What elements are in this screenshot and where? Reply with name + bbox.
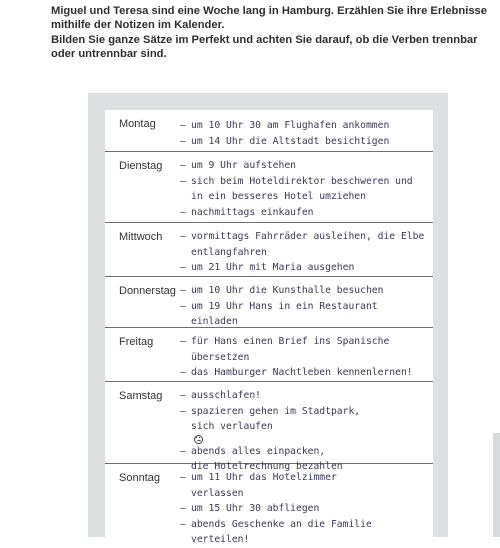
note-item [180, 205, 432, 221]
dash-marker: – [180, 336, 186, 347]
dash-marker: – [180, 518, 186, 530]
day-notes [180, 470, 432, 548]
note-item [180, 517, 432, 548]
note-text: verteilen! [191, 534, 250, 546]
dash-marker: – [180, 160, 186, 171]
note-text: um 10 Uhr die Kunsthalle besuchen [191, 285, 384, 296]
note-text: um 14 Uhr die Altstadt besichtigen [191, 135, 390, 147]
note-text: um 21 Uhr mit Maria ausgehen [191, 262, 355, 274]
exercise-instructions [51, 5, 491, 61]
note-item [180, 229, 432, 260]
day-notes [180, 158, 432, 220]
instruction-line: oder untrennbar sind. [51, 47, 167, 60]
calendar-row-sonntag [105, 464, 433, 546]
note-text: vormittags Fahrräder ausleihen, die Elbe [191, 231, 425, 242]
day-notes [180, 118, 432, 149]
calendar-row-montag [105, 110, 433, 152]
note-item [180, 334, 432, 365]
note-item [180, 118, 432, 134]
day-label: Freitag [119, 336, 154, 348]
note-item [180, 283, 432, 299]
note-text: einladen [191, 316, 238, 328]
day-label: Sonntag [119, 472, 160, 484]
dash-marker: – [180, 206, 186, 218]
note-item [180, 470, 432, 501]
sad-face-icon [194, 435, 203, 444]
note-text: um 10 Uhr 30 am Flughafen ankommen [191, 120, 390, 131]
note-text: die Hotelrechnung bezahlen [191, 461, 343, 473]
dash-marker: – [180, 262, 186, 274]
note-text: für Hans einen Brief ins Spanische [191, 336, 390, 347]
day-notes [180, 283, 432, 330]
dash-marker: – [180, 120, 186, 131]
calendar-row-mittwoch [105, 223, 433, 277]
dash-marker: – [180, 390, 186, 401]
note-text: verlassen [191, 487, 244, 499]
dash-marker: – [180, 503, 186, 515]
instruction-line: mithilfe der Notizen im Kalender. [51, 18, 225, 31]
note-item [180, 260, 432, 276]
day-notes [180, 334, 432, 381]
note-text: um 9 Uhr aufstehen [191, 160, 296, 171]
dash-marker: – [180, 285, 186, 296]
note-text: um 11 Uhr das Hotelzimmer [191, 472, 337, 483]
dash-marker: – [180, 405, 186, 417]
day-notes [180, 388, 432, 475]
note-text: nachmittags einkaufen [191, 206, 314, 218]
note-text: um 19 Uhr Hans in ein Restaurant [191, 300, 378, 312]
calendar-row-samstag [105, 382, 433, 473]
instruction-line: Miguel und Teresa sind eine Woche lang in Hamburg. Erzählen Sie ihre Erlebnisse [51, 5, 487, 17]
note-item [180, 299, 432, 330]
dash-marker: – [180, 300, 186, 312]
note-item [180, 158, 432, 174]
day-label: Donnerstag [119, 285, 176, 297]
note-text: ausschlafen! [191, 390, 261, 401]
note-item [180, 388, 432, 404]
note-text: entlangfahren [191, 246, 267, 258]
page-edge [493, 433, 500, 537]
dash-marker: – [180, 445, 186, 457]
note-text: das Hamburger Nachtleben kennenlernen! [191, 367, 413, 379]
note-item [180, 134, 432, 150]
dash-marker: – [180, 135, 186, 147]
calendar-row-donnerstag [105, 277, 433, 328]
note-item [180, 365, 432, 381]
note-text: sich verlaufen [191, 421, 273, 433]
day-label: Samstag [119, 390, 163, 402]
note-text: spazieren gehen im Stadtpark, [191, 405, 361, 417]
calendar-row-dienstag [105, 152, 433, 223]
day-label: Mittwoch [119, 231, 163, 243]
dash-marker: – [180, 175, 186, 187]
week-calendar [105, 110, 433, 546]
note-text: in ein besseres Hotel umziehen [191, 191, 366, 203]
note-text: um 15 Uhr 30 abfliegen [191, 503, 320, 515]
note-text: übersetzen [191, 351, 250, 363]
dash-marker: – [180, 231, 186, 242]
note-text: abends Geschenke an die Familie [191, 518, 372, 530]
note-text: sich beim Hoteldirektor beschweren und [191, 175, 413, 187]
dash-marker: – [180, 367, 186, 379]
note-item [180, 501, 432, 517]
note-item [180, 404, 432, 444]
day-label: Dienstag [119, 160, 163, 172]
instruction-line: Bilden Sie ganze Sätze im Perfekt und achten Sie darauf, ob die Verben trennbar [51, 34, 478, 47]
day-label: Montag [119, 118, 156, 130]
note-text: abends alles einpacken, [191, 445, 326, 457]
day-notes [180, 229, 432, 276]
dash-marker: – [180, 472, 186, 483]
calendar-row-freitag [105, 328, 433, 382]
note-item [180, 174, 432, 205]
